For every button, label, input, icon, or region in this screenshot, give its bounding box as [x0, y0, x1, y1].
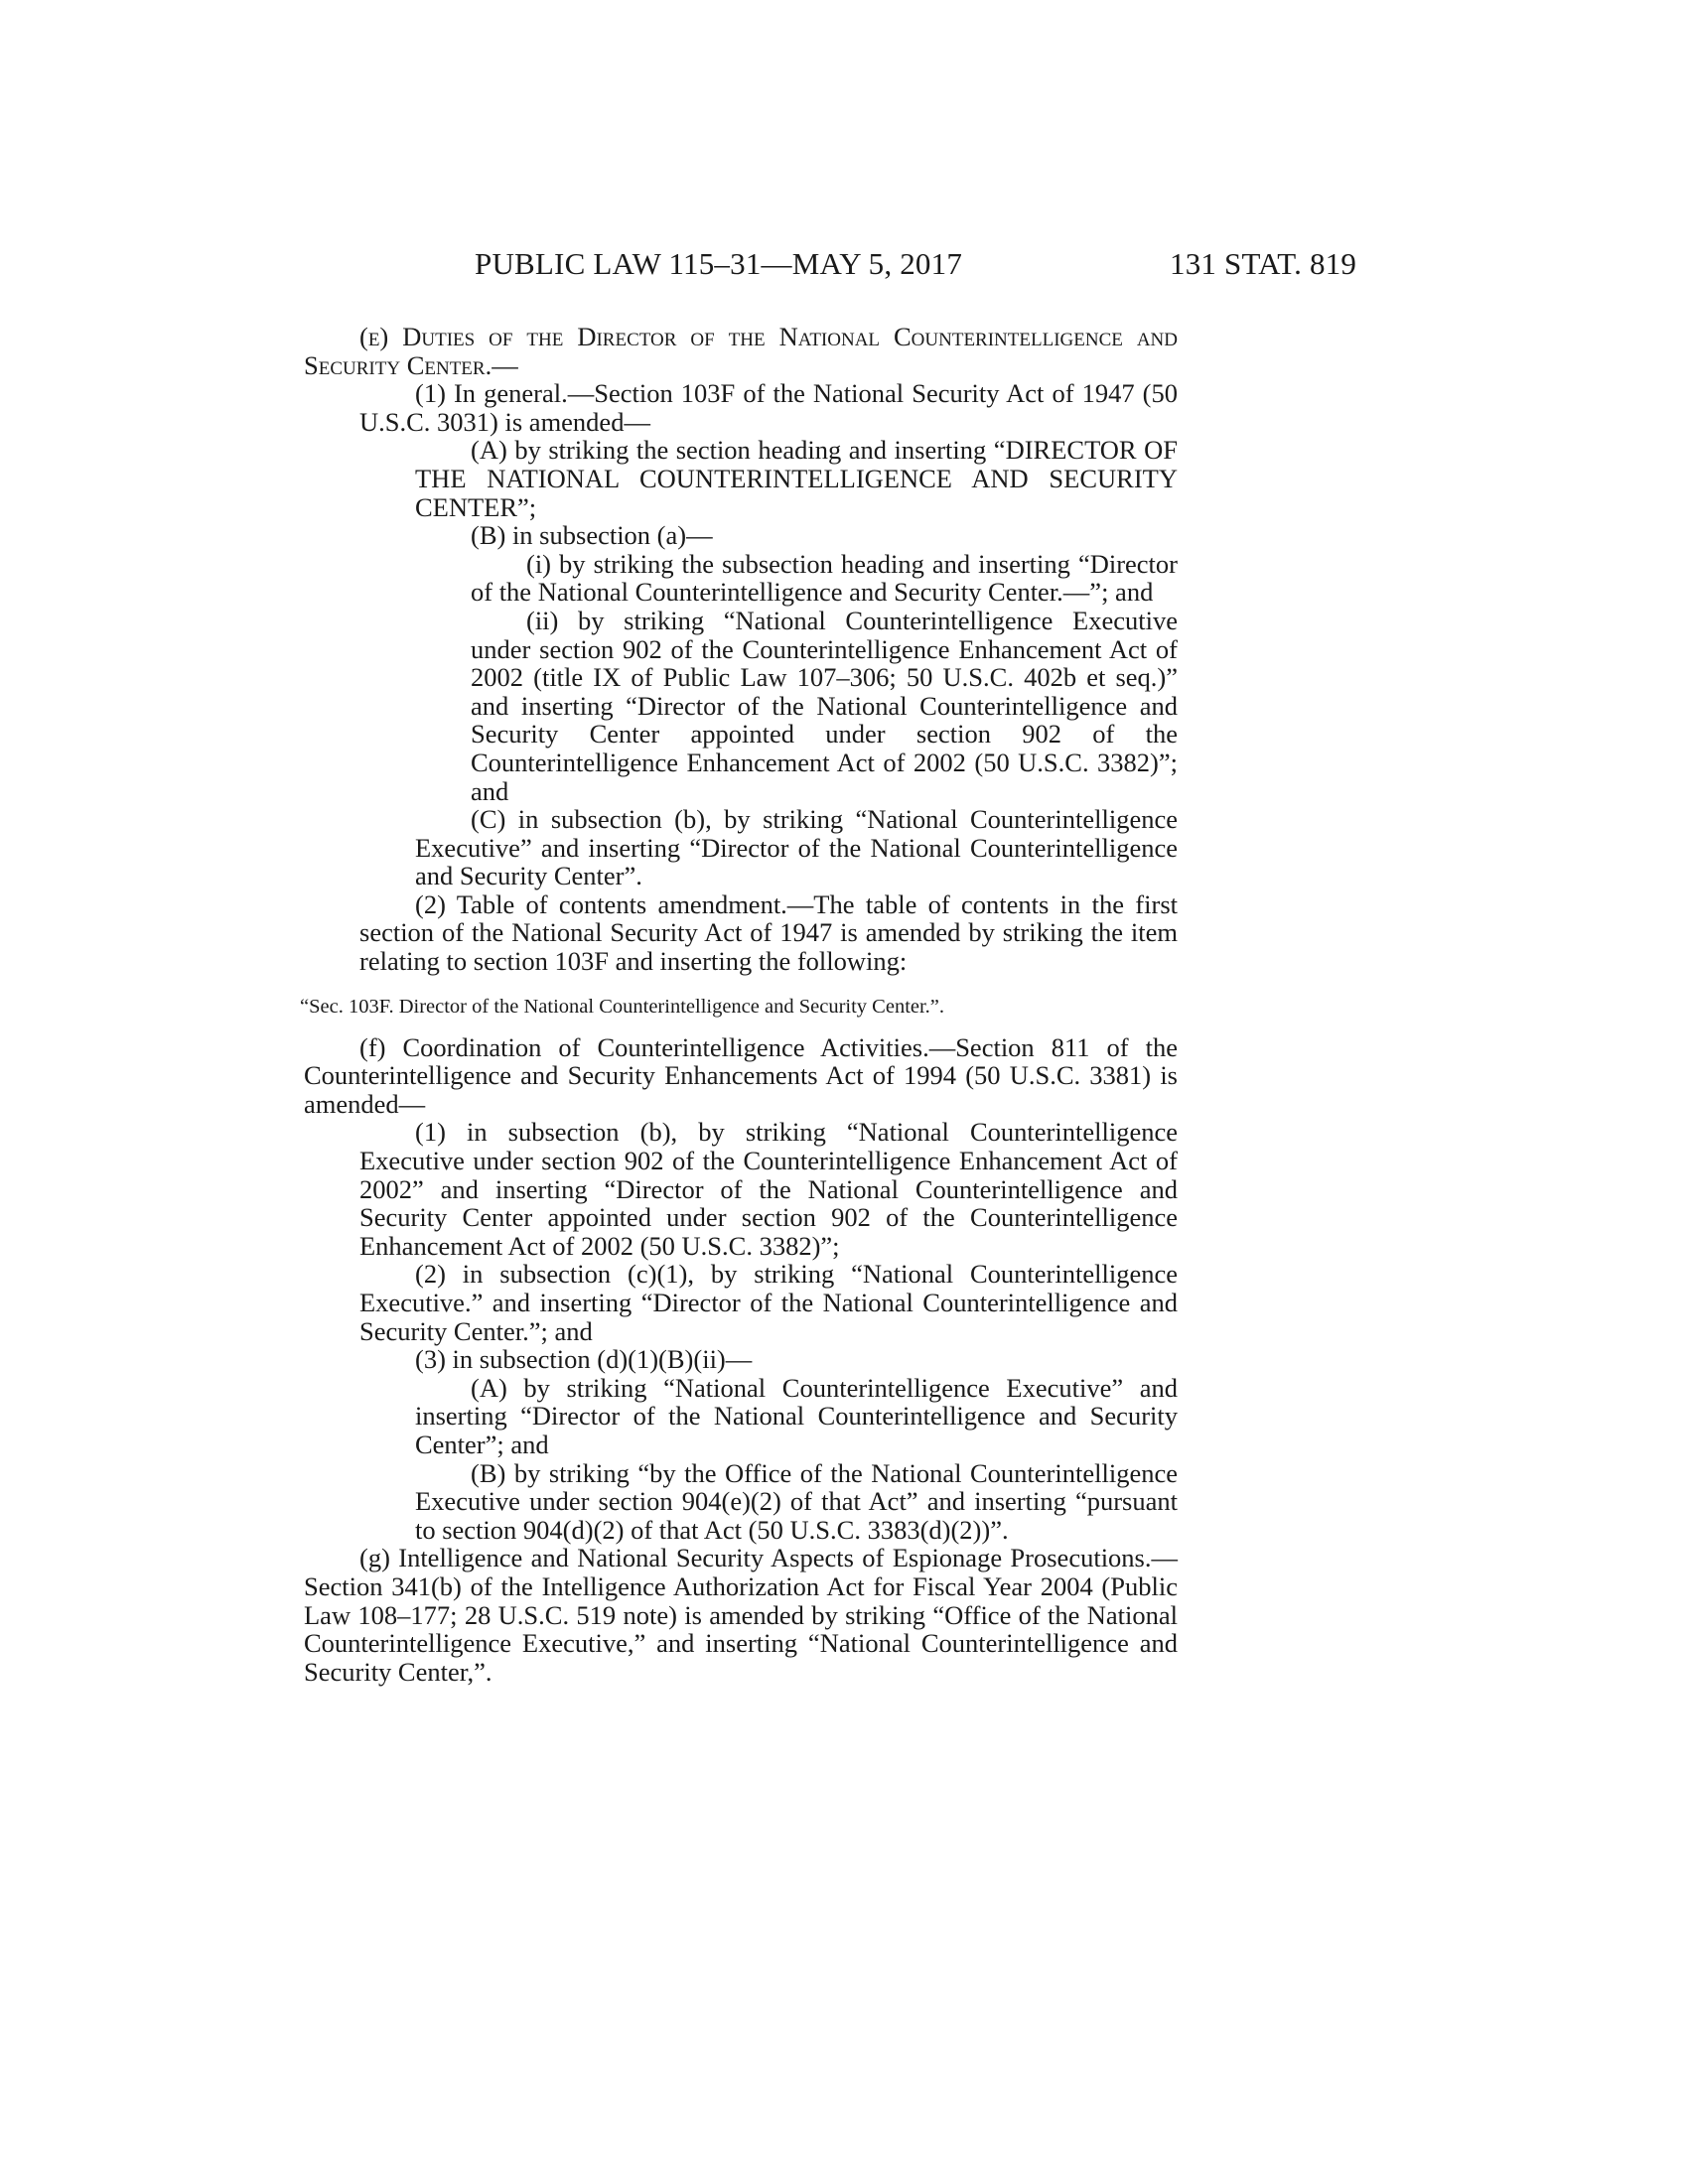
document-body: [300, 322, 1178, 1687]
subsection-g: (g) Intelligence and National Security Aspects of Espionage Prosecutions.—Section 341(b) of the Intelligence Authorization Act for Fiscal Year 2004 (Public Law 108–177; 28 U.S.C. 519 note) is amended by striking “Office of the National Counterintelligence Executive,” and inserting “National Counterintelligence and Security Center,”.: [304, 1543, 1178, 1687]
table-of-contents-item: “Sec. 103F. Director of the National Counterintelligence and Security Center.”.: [300, 995, 945, 1018]
paragraph-f-1: (1) in subsection (b), by striking “National Counterintelligence Executive under section 902 of the Counterintelligence Enhancement Act of 2002” and inserting “Director of the National Counterintelligence and Security Center appointed under section 902 of the Counterintelligence Enhancement Act of 2002 (50 U.S.C. 3382)”;: [359, 1117, 1178, 1261]
subparagraph-f-3-B: (B) by striking “by the Office of the National Counterintelligence Executive under section 904(e)(2) of that Act” and inserting “pursuant to section 904(d)(2) of that Act (50 U.S.C. 3383(d)(2))”.: [415, 1457, 1178, 1545]
paragraph-e-2: (2) Table of contents amendment.—The table of contents in the first section of the National Security Act of 1947 is amended by striking the item relating to section 103F and inserting the following:: [359, 888, 1178, 977]
running-head-title: PUBLIC LAW 115–31—MAY 5, 2017: [475, 246, 963, 281]
page-header: [0, 246, 1688, 290]
subsection-e-heading: (e) Duties of the Director of the National Counterintelligence and Security Center.—: [304, 322, 1178, 380]
subparagraph-e-1-C: (C) in subsection (b), by striking “National Counterintelligence Executive” and inserting “Director of the National Counterintelligence and Security Center”.: [415, 804, 1178, 891]
subparagraph-f-3-A: (A) by striking “National Counterintelligence Executive” and inserting “Director of the National Counterintelligence and Security Center”; and: [415, 1372, 1178, 1459]
paragraph-f-2: (2) in subsection (c)(1), by striking “National Counterintelligence Executive.” and inserting “Director of the National Counterintelligence and Security Center.”; and: [359, 1259, 1178, 1346]
clause-e-1-B-i: (i) by striking the subsection heading and inserting “Director of the National Counterintelligence and Security Center.—”; and: [471, 548, 1178, 608]
subparagraph-e-1-A: (A) by striking the section heading and inserting “DIRECTOR OF THE NATIONAL COUNTERINTELLIGENCE AND SECURITY CENTER”;: [415, 435, 1178, 522]
clause-e-1-B-ii: (ii) by striking “National Counterintelligence Executive under section 902 of the Counterintelligence Enhancement Act of 2002 (title IX of Public Law 107–306; 50 U.S.C. 402b et seq.)” and inserting “Director of the National Counterintelligence and Security Center appointed under section 902 of the Counterintelligence Enhancement Act of 2002 (50 U.S.C. 3382)”; and: [471, 605, 1178, 806]
subsection-f: (f) Coordination of Counterintelligence Activities.—Section 811 of the Counterintelligence and Security Enhancements Act of 1994 (50 U.S.C. 3381) is amended—: [304, 1031, 1178, 1119]
statute-page-reference: 131 STAT. 819: [1170, 246, 1357, 281]
paragraph-e-1: (1) In general.—Section 103F of the National Security Act of 1947 (50 U.S.C. 3031) is amended—: [359, 378, 1178, 437]
paragraph-f-3: (3) in subsection (d)(1)(B)(ii)—: [415, 1344, 753, 1375]
subparagraph-e-1-B: (B) in subsection (a)—: [471, 520, 713, 551]
